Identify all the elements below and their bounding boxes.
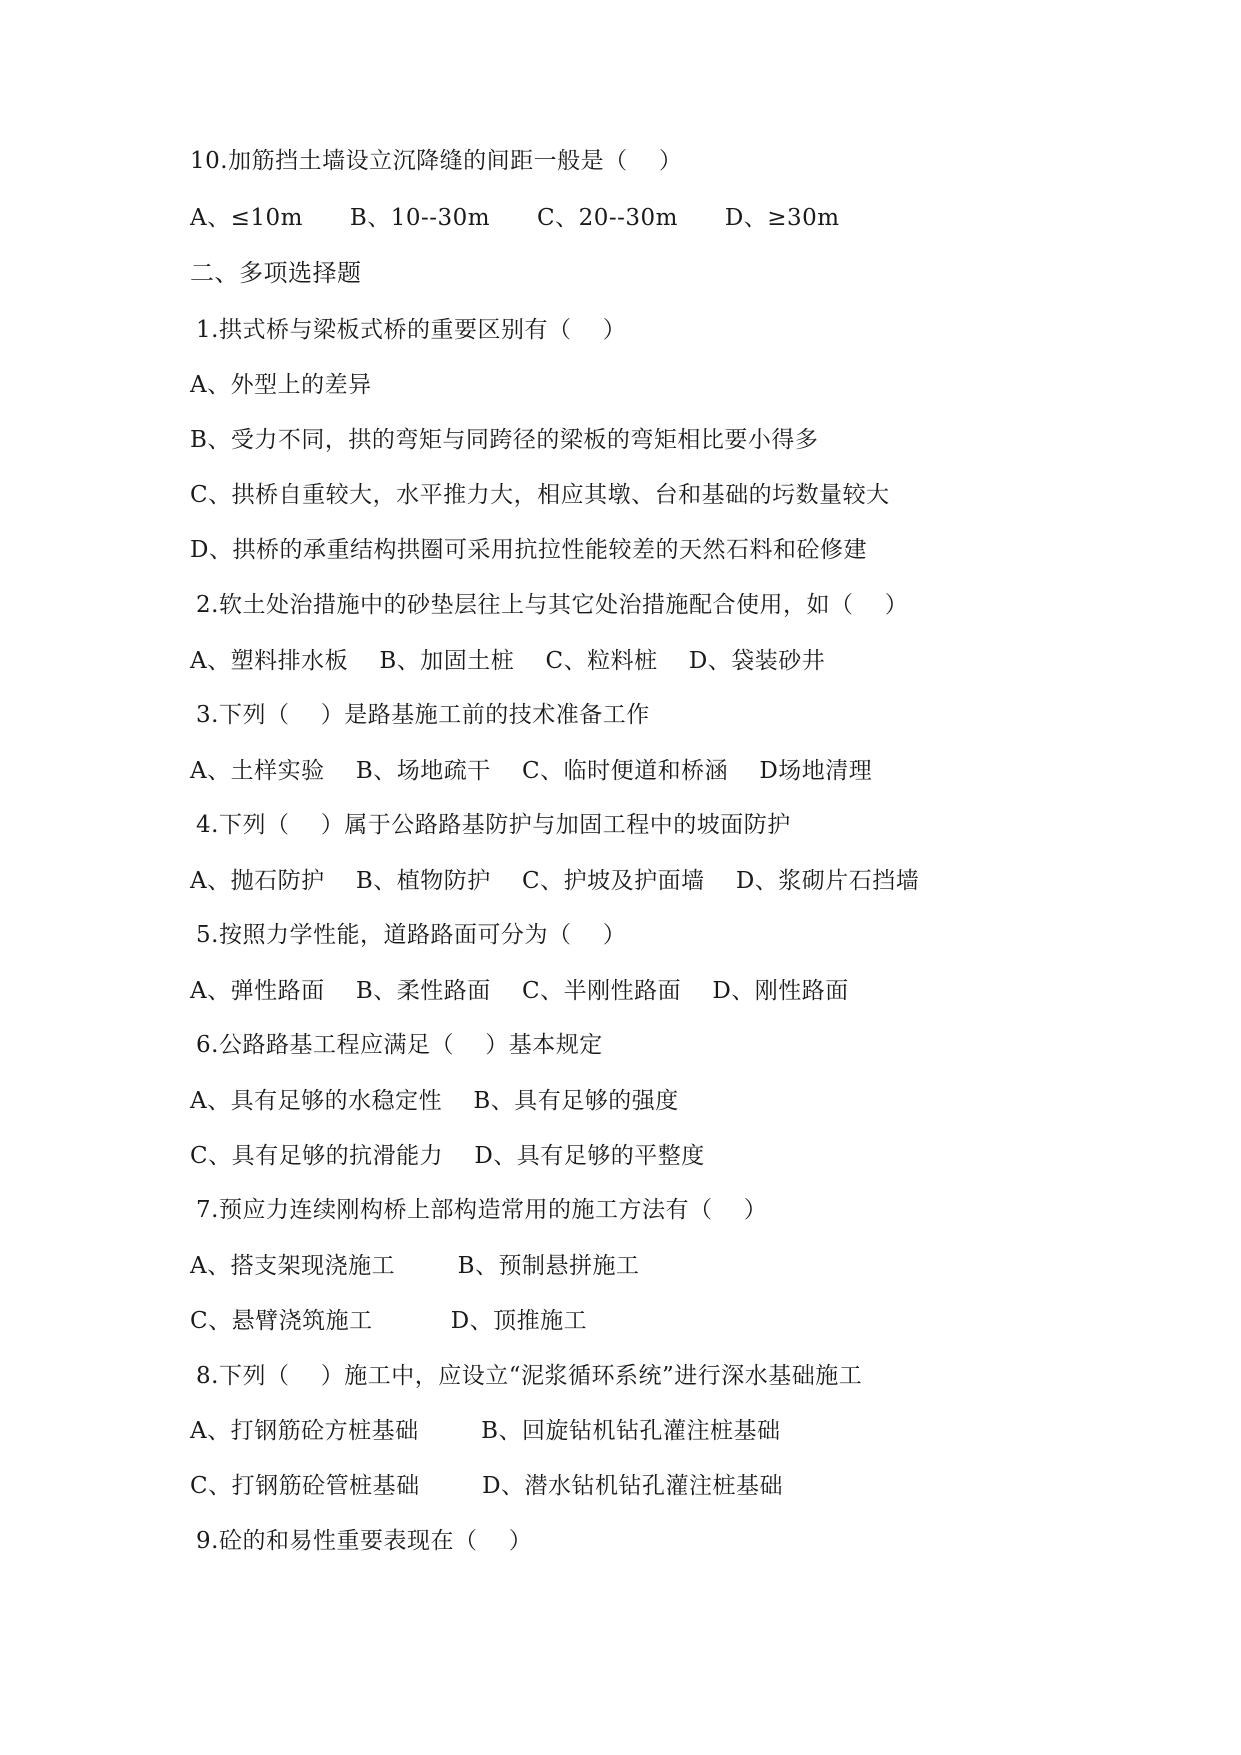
question-3: 3.下列（ ）是路基施工前的技术准备工作 bbox=[196, 702, 650, 728]
question-3-options: A、土样实验 B、场地疏干 C、临时便道和桥涵 D场地清理 bbox=[190, 758, 873, 784]
question-1: 1.拱式桥与梁板式桥的重要区别有（ ） bbox=[196, 317, 627, 343]
question-5: 5.按照力学性能，道路路面可分为（ ） bbox=[196, 922, 627, 948]
question-1-option-c: C、拱桥自重较大，水平推力大，相应其墩、台和基础的圬数量较大 bbox=[190, 482, 890, 508]
question-6: 6.公路路基工程应满足（ ）基本规定 bbox=[196, 1032, 603, 1058]
question-9: 9.砼的和易性重要表现在（ ） bbox=[196, 1528, 533, 1554]
question-8-options-cd: C、打钢筋砼管桩基础 D、潜水钻机钻孔灌注桩基础 bbox=[190, 1473, 784, 1499]
question-10-options: A、≤10m B、10--30m C、20--30m D、≥30m bbox=[190, 205, 840, 231]
question-1-option-a: A、外型上的差异 bbox=[190, 372, 372, 398]
question-2: 2.软土处治措施中的砂垫层往上与其它处治措施配合使用，如（ ） bbox=[196, 592, 909, 618]
question-4: 4.下列（ ）属于公路路基防护与加固工程中的坡面防护 bbox=[196, 812, 791, 838]
section-heading-multiple-choice: 二、多项选择题 bbox=[190, 259, 362, 287]
question-7: 7.预应力连续刚构桥上部构造常用的施工方法有（ ） bbox=[196, 1197, 768, 1223]
question-10: 10.加筋挡土墙设立沉降缝的间距一般是（ ） bbox=[190, 148, 683, 174]
question-8-options-ab: A、打钢筋砼方桩基础 B、回旋钻机钻孔灌注桩基础 bbox=[190, 1418, 781, 1444]
question-5-options: A、弹性路面 B、柔性路面 C、半刚性路面 D、刚性路面 bbox=[190, 978, 849, 1004]
question-7-options-ab: A、搭支架现浇施工 B、预制悬拼施工 bbox=[190, 1253, 640, 1279]
question-1-option-d: D、拱桥的承重结构拱圈可采用抗拉性能较差的天然石料和砼修建 bbox=[190, 537, 867, 563]
question-1-option-b: B、受力不同，拱的弯矩与同跨径的梁板的弯矩相比要小得多 bbox=[190, 427, 819, 453]
question-6-options-ab: A、具有足够的水稳定性 B、具有足够的强度 bbox=[190, 1088, 679, 1114]
question-4-options: A、抛石防护 B、植物防护 C、护坡及护面墙 D、浆砌片石挡墙 bbox=[190, 868, 920, 894]
question-2-options: A、塑料排水板 B、加固土桩 C、粒料桩 D、袋装砂井 bbox=[190, 648, 826, 674]
question-8: 8.下列（ ）施工中，应设立“泥浆循环系统”进行深水基础施工 bbox=[196, 1363, 863, 1389]
question-6-options-cd: C、具有足够的抗滑能力 D、具有足够的平整度 bbox=[190, 1143, 705, 1169]
question-7-options-cd: C、悬臂浇筑施工 D、顶推施工 bbox=[190, 1308, 588, 1334]
